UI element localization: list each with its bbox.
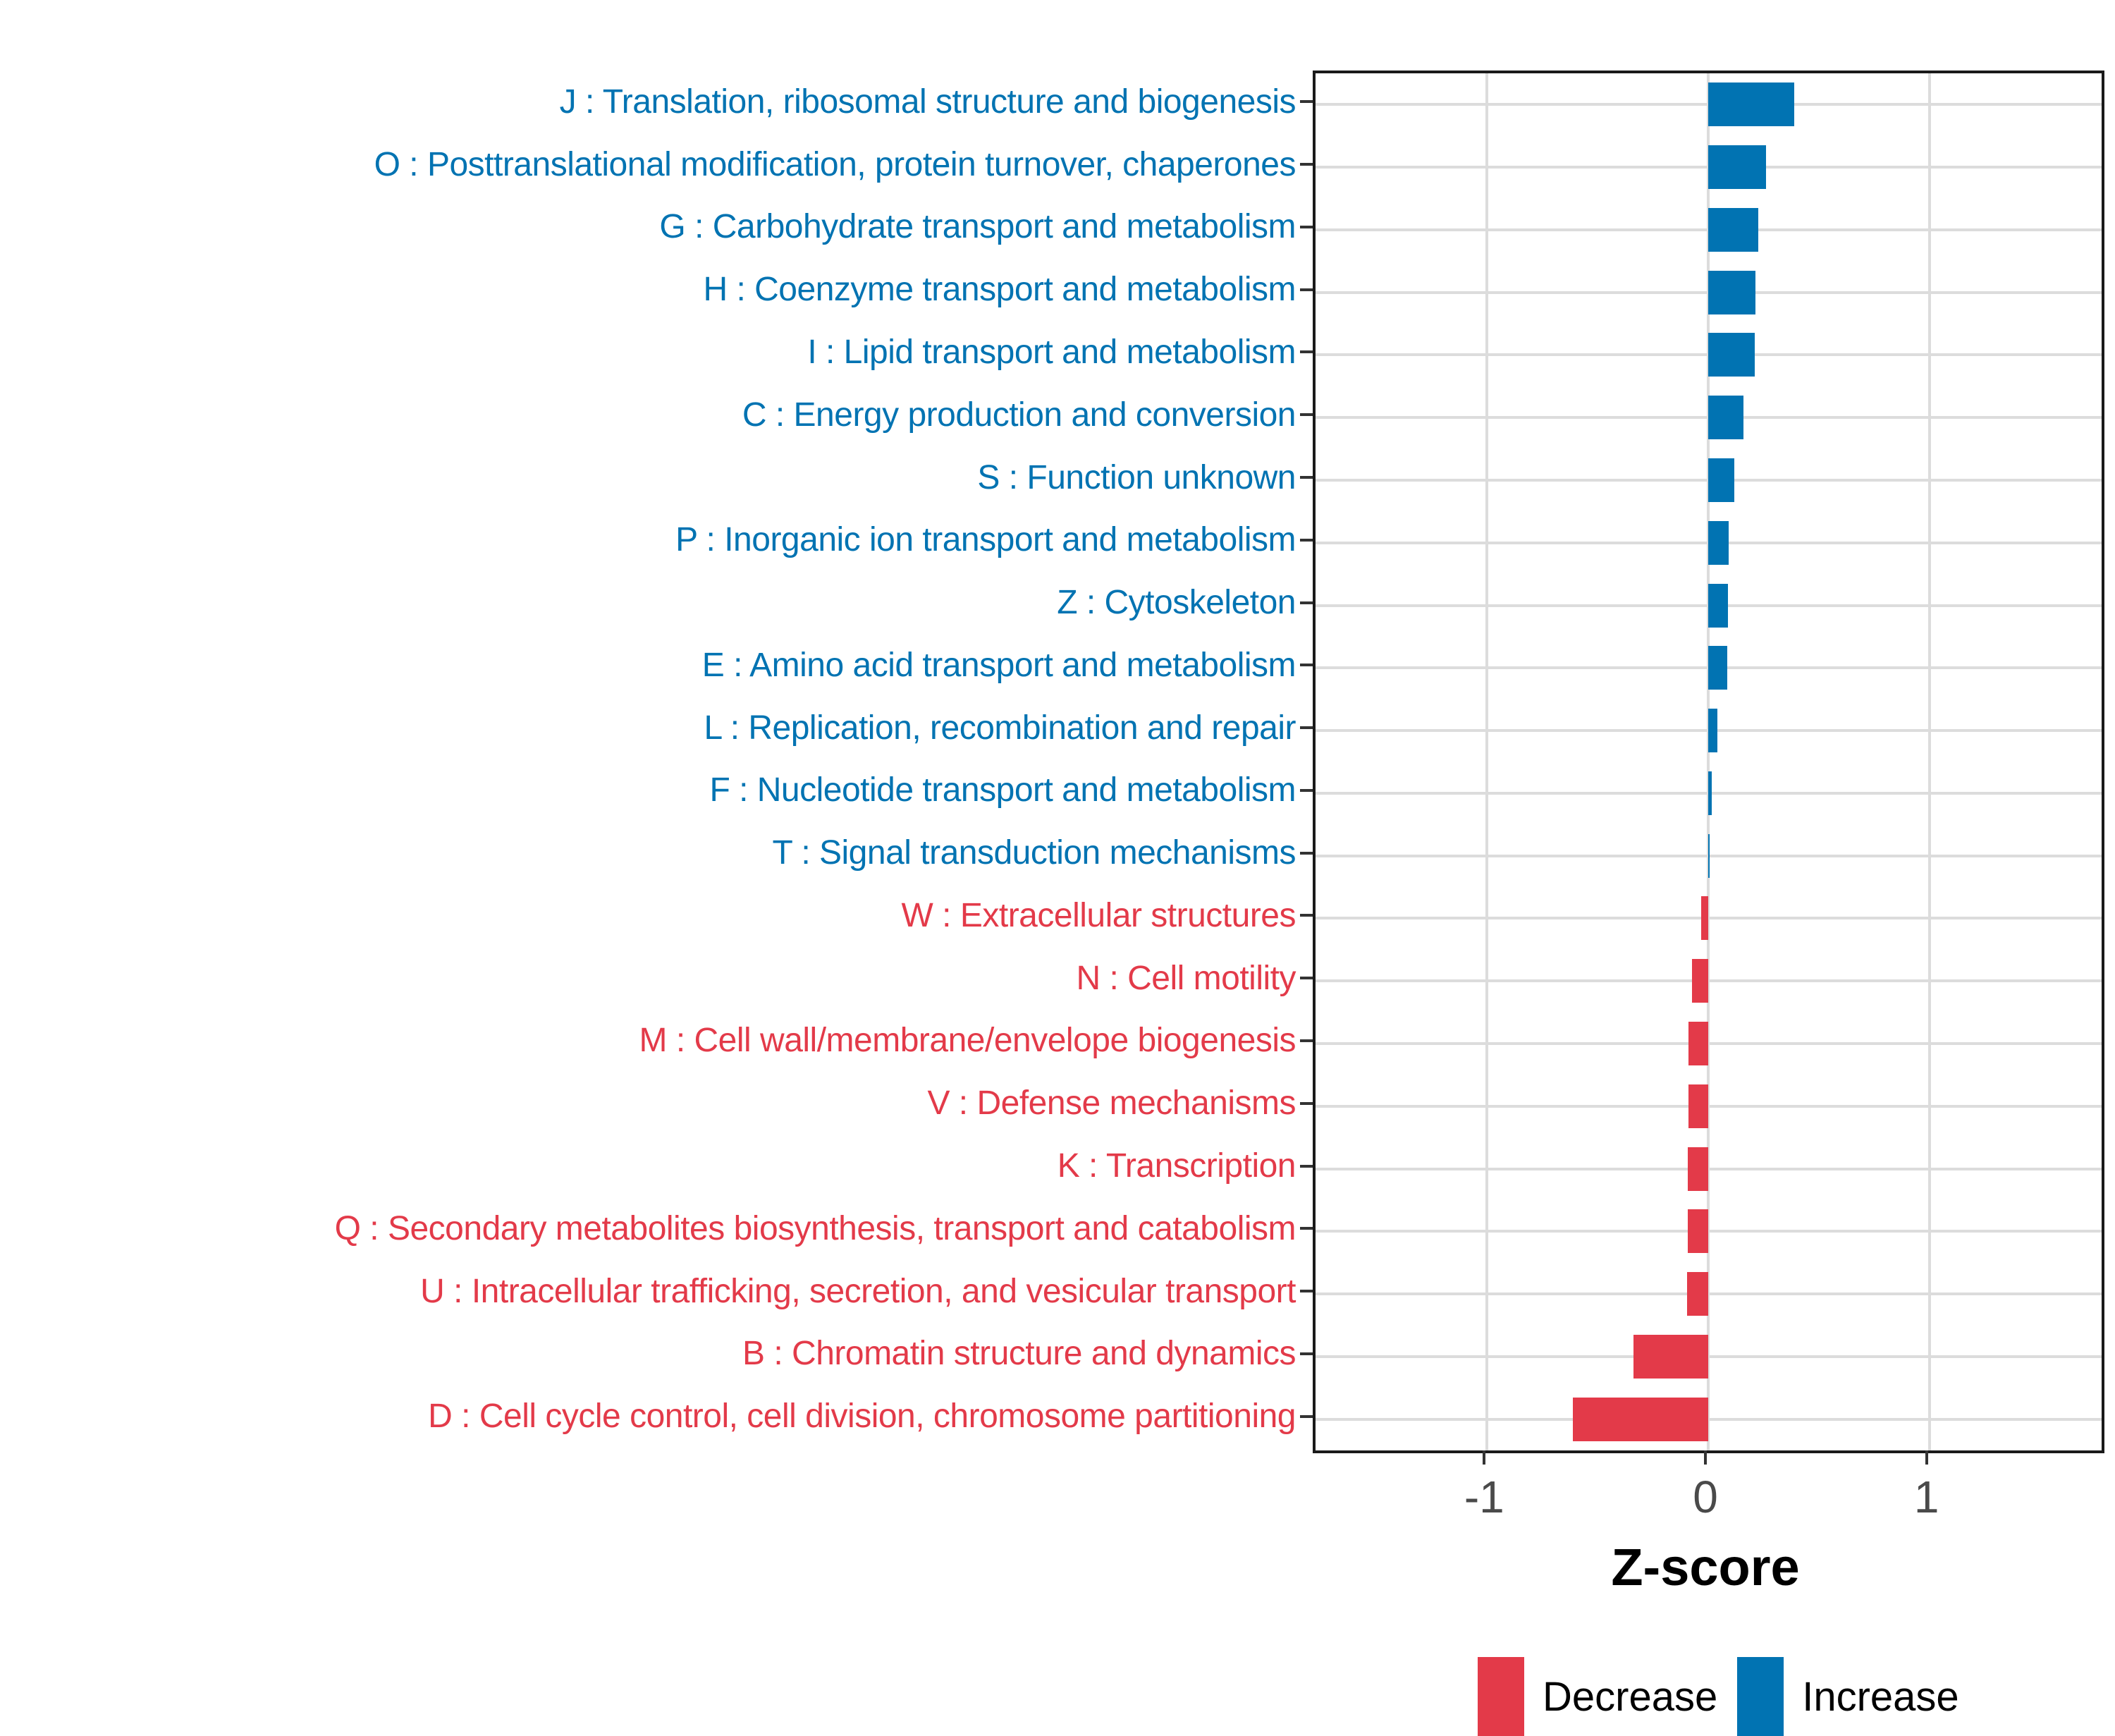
y-tick <box>1300 1415 1313 1418</box>
y-tick <box>1300 350 1313 353</box>
bar-T <box>1708 834 1710 878</box>
x-tick <box>1704 1450 1707 1465</box>
category-label-B: B : Chromatin structure and dynamics <box>742 1335 1296 1373</box>
bar-B <box>1633 1335 1708 1379</box>
bar-G <box>1708 208 1758 252</box>
category-label-J: J : Translation, ribosomal structure and biogenesis <box>559 82 1296 121</box>
bar-C <box>1708 396 1743 439</box>
y-tick <box>1300 288 1313 291</box>
bar-I <box>1708 333 1755 377</box>
y-tick <box>1300 163 1313 166</box>
x-tick-label: 0 <box>1693 1472 1718 1522</box>
x-tick-label: -1 <box>1464 1472 1504 1522</box>
category-label-T: T : Signal transduction mechanisms <box>772 834 1296 872</box>
bar-Q <box>1688 1209 1708 1253</box>
y-tick <box>1300 476 1313 479</box>
category-label-Q: Q : Secondary metabolites biosynthesis, transport and catabolism <box>334 1209 1296 1247</box>
legend-swatch-decrease <box>1478 1657 1524 1736</box>
y-tick <box>1300 413 1313 416</box>
y-gridline <box>1316 1418 2102 1421</box>
y-gridline <box>1316 917 2102 919</box>
bar-K <box>1688 1147 1708 1191</box>
bar-W <box>1701 896 1708 940</box>
y-tick <box>1300 226 1313 228</box>
bar-S <box>1708 458 1734 502</box>
x-tick <box>1925 1450 1928 1465</box>
bar-O <box>1708 145 1766 189</box>
category-label-I: I : Lipid transport and metabolism <box>807 333 1296 371</box>
y-gridline <box>1316 1042 2102 1045</box>
category-label-C: C : Energy production and conversion <box>742 396 1296 434</box>
bar-J <box>1708 82 1794 126</box>
y-tick <box>1300 601 1313 604</box>
y-tick <box>1300 1227 1313 1230</box>
x-axis-title: Z-score <box>1611 1538 1800 1596</box>
x-tick-label: 1 <box>1913 1472 1939 1522</box>
bar-D <box>1573 1398 1708 1441</box>
y-tick <box>1300 100 1313 103</box>
category-label-W: W : Extracellular structures <box>901 896 1296 934</box>
category-label-F: F : Nucleotide transport and metabolism <box>709 771 1296 809</box>
y-gridline <box>1316 1292 2102 1295</box>
y-tick <box>1300 664 1313 666</box>
category-label-O: O : Posttranslational modification, protein turnover, chaperones <box>374 145 1296 183</box>
category-label-G: G : Carbohydrate transport and metabolism <box>659 208 1296 246</box>
category-label-U: U : Intracellular trafficking, secretion, and vesicular transport <box>420 1272 1296 1310</box>
bar-V <box>1688 1084 1708 1128</box>
bar-U <box>1687 1272 1708 1316</box>
bar-P <box>1708 521 1729 565</box>
y-gridline <box>1316 1230 2102 1233</box>
bar-H <box>1708 271 1755 314</box>
bar-M <box>1688 1022 1708 1065</box>
bar-F <box>1708 771 1712 815</box>
category-label-E: E : Amino acid transport and metabolism <box>701 646 1296 684</box>
category-label-S: S : Function unknown <box>977 458 1296 496</box>
category-label-N: N : Cell motility <box>1076 959 1296 997</box>
y-tick <box>1300 1039 1313 1042</box>
y-tick <box>1300 726 1313 729</box>
y-gridline <box>1316 1168 2102 1170</box>
y-tick <box>1300 1102 1313 1105</box>
y-tick <box>1300 852 1313 855</box>
plot-panel <box>1313 71 2104 1453</box>
y-gridline <box>1316 1105 2102 1108</box>
category-label-K: K : Transcription <box>1057 1147 1296 1185</box>
y-tick <box>1300 914 1313 917</box>
x-tick <box>1483 1450 1485 1465</box>
bar-Z <box>1708 584 1728 628</box>
x-gridline <box>1485 73 1488 1450</box>
bar-L <box>1708 709 1717 752</box>
bar-N <box>1692 959 1708 1003</box>
legend-label-increase: Increase <box>1802 1673 1959 1720</box>
category-label-H: H : Coenzyme transport and metabolism <box>703 271 1296 309</box>
y-tick <box>1300 1165 1313 1168</box>
category-label-V: V : Defense mechanisms <box>927 1084 1296 1123</box>
y-tick <box>1300 977 1313 979</box>
y-gridline <box>1316 979 2102 982</box>
category-label-P: P : Inorganic ion transport and metabolism <box>675 521 1296 559</box>
category-label-M: M : Cell wall/membrane/envelope biogenesis <box>639 1022 1296 1060</box>
category-label-L: L : Replication, recombination and repair <box>704 709 1296 747</box>
x-gridline <box>1928 73 1931 1450</box>
y-gridline <box>1316 1355 2102 1358</box>
legend-label-decrease: Decrease <box>1543 1673 1718 1720</box>
category-label-Z: Z : Cytoskeleton <box>1057 584 1296 622</box>
legend <box>1478 1657 1979 1736</box>
y-tick <box>1300 789 1313 792</box>
y-tick <box>1300 539 1313 542</box>
legend-swatch-increase <box>1737 1657 1784 1736</box>
bar-E <box>1708 646 1727 690</box>
y-tick <box>1300 1290 1313 1292</box>
category-label-D: D : Cell cycle control, cell division, chromosome partitioning <box>428 1398 1296 1436</box>
y-tick <box>1300 1352 1313 1355</box>
